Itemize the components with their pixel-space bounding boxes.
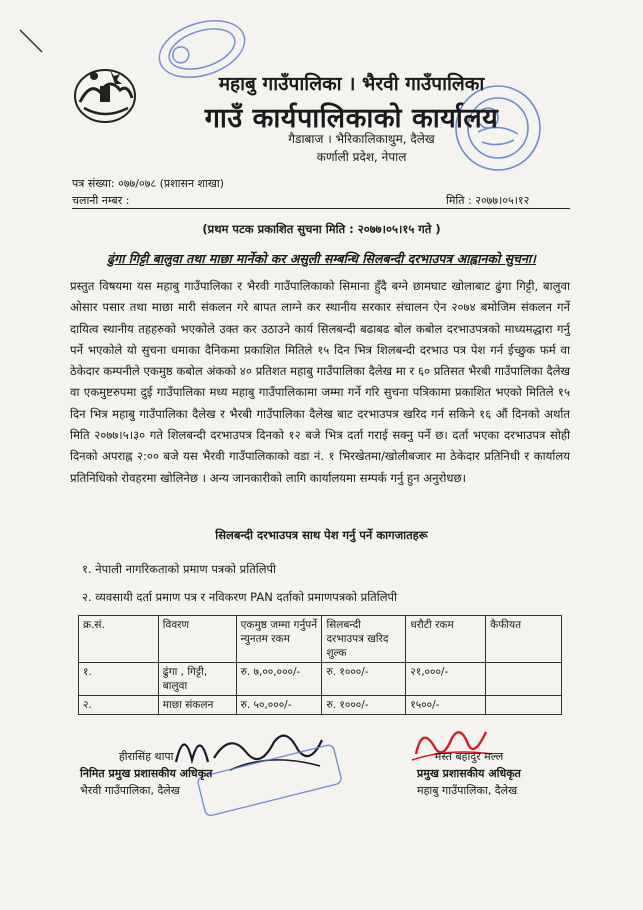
office-name: गाउँ कार्यपालिकाको कार्यालय — [204, 103, 499, 134]
fee-table — [78, 615, 562, 715]
corner-mark — [18, 28, 48, 58]
table-cell: ढुंगा , गिट्टी, बालुवा — [158, 663, 236, 696]
signatory-name: हीरासिंह थापा — [118, 750, 174, 763]
table-cell: रु. १०००/- — [322, 663, 406, 696]
header-divider — [72, 208, 570, 209]
signature-block-right — [417, 748, 521, 799]
table-cell: रु. १०००/- — [322, 696, 406, 715]
table-header-cell: विवरण — [158, 616, 236, 663]
table-cell: रु. ५०,०००/- — [236, 696, 322, 715]
table-header-row — [79, 616, 562, 663]
signatory-name: मस्त बहादुर मल्ल — [434, 750, 504, 763]
table-row — [79, 696, 562, 715]
signatory-title: प्रमुख प्रशासकीय अधिकृत — [417, 767, 521, 780]
table-header-cell: एकमुष्ठ जम्मा गर्नुपर्ने न्युनतम रकम — [236, 616, 322, 663]
letter-date: मिति : २०७७।०५।१२ — [446, 194, 530, 207]
reference-number: पत्र संख्या: ०७७/०७८ (प्रशासन शाखा) — [72, 177, 225, 190]
table-header-cell: कैफीयत — [486, 616, 562, 663]
address-line-1: गैडाबाज । भैरिकालिकाथुम, दैलेख — [288, 132, 435, 146]
dispatch-number: चलानी नम्बर : — [72, 194, 130, 207]
table-header-cell: सिलबन्दी दरभाउपत्र खरिद शुल्क — [322, 616, 406, 663]
table-cell — [486, 696, 562, 715]
documents-title: सिलबन्दी दरभाउपत्र साथ पेश गर्नु पर्ने कागजातहरू — [215, 528, 428, 542]
table-cell — [486, 663, 562, 696]
official-stamp-bottom — [196, 752, 346, 812]
table-cell: १. — [79, 663, 159, 696]
publication-date: (प्रथम पटक प्रकाशित सुचना मिति : २०७७।०५।१५ गते ) — [202, 222, 441, 236]
table-header-cell: क्र.सं. — [79, 616, 159, 663]
table-cell: रु. ७,००,०००/- — [236, 663, 322, 696]
table-cell: माछा संकलन — [158, 696, 236, 715]
address-line-2: कर्णाली प्रदेश, नेपाल — [316, 150, 407, 164]
signatory-office: भैरवी गाउँपालिका, दैलेख — [80, 784, 180, 797]
notice-subject: ढुंगा गिट्टी बालुवा तथा माछा मार्नेको कर असुली सम्बन्धि सिलबन्दी दरभाउपत्र आह्वानको सुचना। — [107, 251, 536, 266]
table-cell: २. — [79, 696, 159, 715]
document-item: २. व्यवसायी दर्ता प्रमाण पत्र र नविकरण PAN दर्ताको प्रमाणपत्रको प्रतिलिपी — [82, 590, 398, 604]
table-header-cell: धरौटी रकम — [406, 616, 486, 663]
table-cell: २१,०००/- — [406, 663, 486, 696]
table-row — [79, 663, 562, 696]
signatory-title: निमित प्रमुख प्रशासकीय अधिकृत — [80, 767, 213, 780]
table-cell: १५००/- — [406, 696, 486, 715]
notice-body: प्रस्तुत विषयमा यस महाबु गाउँपालिका र भैरवी गाउँपालिकाको सिमाना हुँदै बग्ने छामघाट खोलाबाट ढुंगा गिट्टी, बालुवा ओसार पसार तथा माछा मारी संकलन गरे बापत लाग्ने कर स्थानीय सरकार संचालन ऐन २०७४ बमोजिम संकलन गर्ने दायित्व स्थानीय तहहरुको भएकोले उक्त कर उठाउने कार्य सिलबन्दी बढाबढ बोल कबोल दरभाउपत्रको माध्यमद्धारा गर्नु पर्ने भएकोले यो सुचना धमाका दैनिकमा प्रकाशित मितिले १५ दिन भित्र शिलबन्दी दरभाउ पत्र पेश गर्न ईच्छुक फर्म वा ठेकेदार कम्पनीले एकमुष्ठ कबोल अंकको ४० प्रतिशत महाबु गाउँपालिका दैलेख मा र ६० प्रतिसत भैरबी गाउँपालिका दैलेख वा एकमुष्टरुपमा दुई गाउँपालिका मध्य महाबु गाउँपालिकामा जम्मा गर्ने गरि सुचना पत्रिकामा प्रकाशित भएको मितिले १५ दिन भित्र महाबु गाउँपालिका दैलेख र भैरबी गाउँपालिका दैलेख बाट दरभाउपत्र खरिद गर्न सकिने १६ औं दिनको अर्थात मिति २०७७।५।३० गते शिलबन्दी दरभाउपत्र दिनको १२ बजे भित्र दर्ता गराई सक्नु पर्ने छ। दर्ता भएका दरभाउपत्र सोही दिनको अपराह्न २:०० बजे यस भैरवी गाउँपालिकाको वडा नं. १ भिरखेतमा/खोलीबजार मा ठेकेदार प्रतिनिधी र कार्यालय प्रतिनिधिको रोवहरमा खोलिनेछ । अन्य जानकारीको लागि कार्यालयमा सम्पर्क गर्नु हुन अनुरोधछ। — [70, 279, 570, 485]
office-line: महाबु गाउँपालिका । भैरवी गाउँपालिका — [218, 73, 485, 95]
signature-block-left — [80, 748, 212, 799]
signatory-office: महाबु गाउँपालिका, दैलेख — [417, 784, 518, 797]
document-item: १. नेपाली नागरिकताको प्रमाण पत्रको प्रतिलिपी — [82, 562, 277, 576]
